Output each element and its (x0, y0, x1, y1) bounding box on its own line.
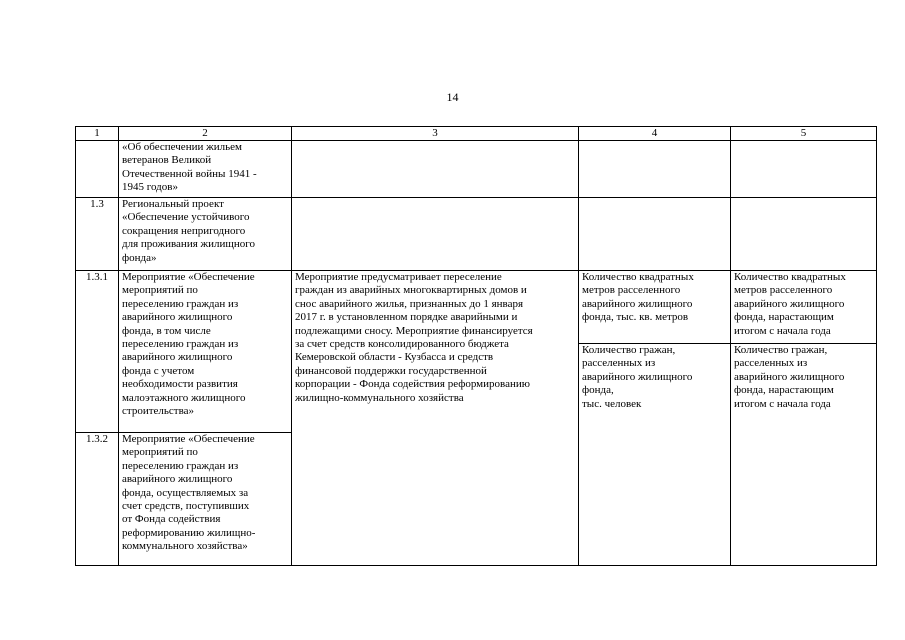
table-row (76, 141, 877, 198)
row-name: Региональный проект «Обеспечение устойчивого сокращения непригодного для проживания жилищного фонда» (119, 198, 292, 271)
row-number: 1.3.1 (76, 271, 119, 433)
row-number: 1.3.2 (76, 433, 119, 566)
row-name: «Об обеспечении жильем ветеранов Великой Отечественной войны 1941 - 1945 годов» (119, 141, 292, 198)
row-description (292, 198, 579, 271)
header-cell-5: 5 (731, 127, 877, 141)
row-indicator-area: Количество квадратных метров расселенного аварийного жилищного фонда, тыс. кв. метров (579, 271, 731, 344)
row-name: Мероприятие «Обеспечение мероприятий по переселению граждан из аварийного жилищного фонда, осуществляемых за счет средств, поступивших от Фонда содействия реформированию жилищно- коммунального хозяйства» (119, 433, 292, 566)
row-indicator-cumulative (731, 141, 877, 198)
row-indicator (579, 141, 731, 198)
header-cell-2: 2 (119, 127, 292, 141)
row-indicator (579, 198, 731, 271)
header-cell-3: 3 (292, 127, 579, 141)
row-description: Мероприятие предусматривает переселение граждан из аварийных многоквартирных домов и снос аварийного жилья, признанных до 1 января 2017 г. в установленном порядке аварийными и подлежащими сносу. Мероприятие финансируется за счет средств консолидированного бюджета Кемеровской области - Кузбасса и средств финансовой поддержки государственной корпорации - Фонда содействия реформированию жилищно-коммунального хозяйства (292, 271, 579, 566)
row-indicator-people-cumulative: Количество гражан, расселенных из аварийного жилищного фонда, нарастающим итогом с начала года (731, 344, 877, 566)
header-cell-1: 1 (76, 127, 119, 141)
table-row (76, 271, 877, 344)
table-row (76, 198, 877, 271)
row-indicator-cumulative (731, 198, 877, 271)
program-table (75, 126, 877, 566)
table-header-row (76, 127, 877, 141)
row-name: Мероприятие «Обеспечение мероприятий по переселению граждан из аварийного жилищного фонда, в том числе переселению граждан из аварийного жилищного фонда с учетом необходимости развития малоэтажного жилищного строительства» (119, 271, 292, 433)
header-cell-4: 4 (579, 127, 731, 141)
row-indicator-area-cumulative: Количество квадратных метров расселенного аварийного жилищного фонда, нарастающим итогом с начала года (731, 271, 877, 344)
row-description (292, 141, 579, 198)
page-number: 14 (446, 90, 459, 104)
row-indicator-people: Количество гражан, расселенных из аварийного жилищного фонда, тыс. человек (579, 344, 731, 566)
row-number (76, 141, 119, 198)
row-number: 1.3 (76, 198, 119, 271)
